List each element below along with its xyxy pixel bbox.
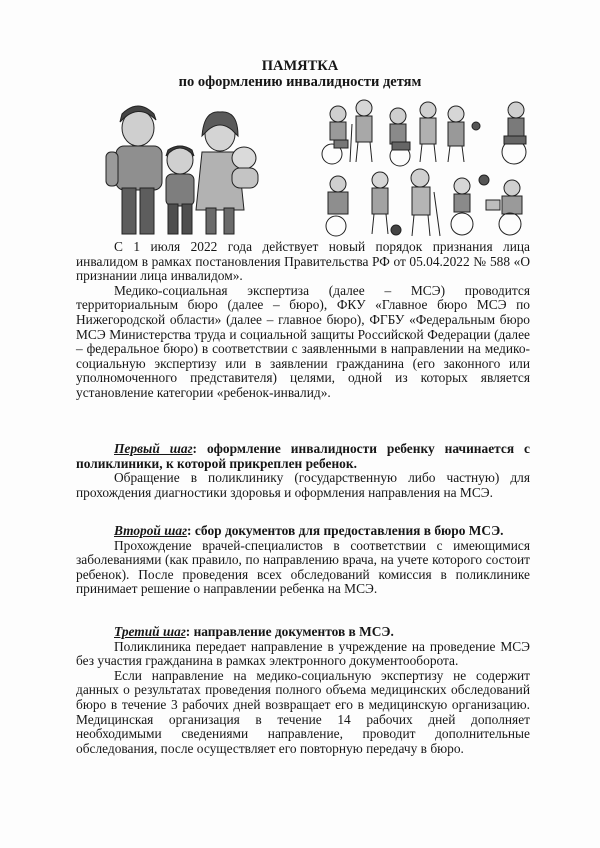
step-2-label: Второй шаг [114, 523, 188, 538]
step-1-heading [76, 442, 530, 471]
step-3-label: Третий шаг [114, 624, 186, 639]
step-2-heading-text: : сбор документов для предоставления в бюро МСЭ. [187, 523, 504, 538]
intro-paragraph-2: Медико-социальная экспертиза (далее – МСЭ) проводится территориальным бюро (далее – бюро), ФКУ «Главное бюро МСЭ по Нижегородской области» (далее – главное бюро), ФГБУ «Федеральным бюро МСЭ Министерства труда и социальной защиты Российской Федерации (далее – федеральное бюро) в соответствии с заявленными в направлении на медико-социальную экспертизу или в заявлении гражданина (его законного или уполномоченного представителя) целями, одной из которых является установление категории «ребенок-инвалид». [76, 282, 530, 400]
step-3-heading [76, 625, 530, 640]
step-3-heading-text: : направление документов в МСЭ. [185, 624, 394, 639]
step-3-section [76, 625, 530, 756]
step-1-label: Первый шаг [114, 441, 193, 456]
step-2-heading [76, 524, 530, 539]
step-2-paragraph: Прохождение врачей-специалистов в соответствии с имеющимися заболеваниями (как правило, по направлению врача, на учете которого состоит ребенок). После проведения всех обследований комиссия в поликлинике принимает решение о направлении ребенка на МСЭ. [76, 537, 530, 597]
step-3-paragraph-1: Поликлиника передает направление в учреждение на проведение МСЭ без участия гражданина в рамках электронного документооборота. [76, 638, 530, 669]
page-subtitle: по оформлению инвалидности детям [178, 74, 422, 90]
step-1-paragraph: Обращение в поликлинику (государственную либо частную) для прохождения диагностики здоровья и оформления направления на МСЭ. [76, 470, 530, 500]
step-1-section [76, 442, 530, 500]
children-illustration [316, 96, 536, 240]
step-2-section [76, 524, 530, 597]
family-illustration [92, 100, 288, 238]
step-3-paragraph-2: Если направление на медико-социальную экспертизу не содержит данных о результатах проведения полного объема медицинских обследований бюро в течение 3 рабочих дней возвращает его в медицинскую организацию. Медицинская организация в течение 14 рабочих дней дополняет необходимыми сведениями направление, проводит дополнительные обследования, после осуществляет его повторную передачу в бюро. [76, 667, 530, 756]
step-1-heading-text: : оформление инвалидности ребенку начинается с поликлиники, к которой прикреплен ребенок. [76, 441, 530, 471]
intro-section [76, 240, 530, 401]
intro-paragraph-1: С 1 июля 2022 года действует новый порядок признания лица инвалидом в рамках постановления Правительства РФ от 05.04.2022 № 588 «О признании лица инвалидом». [76, 239, 530, 284]
page-title: ПАМЯТКА [261, 58, 339, 74]
